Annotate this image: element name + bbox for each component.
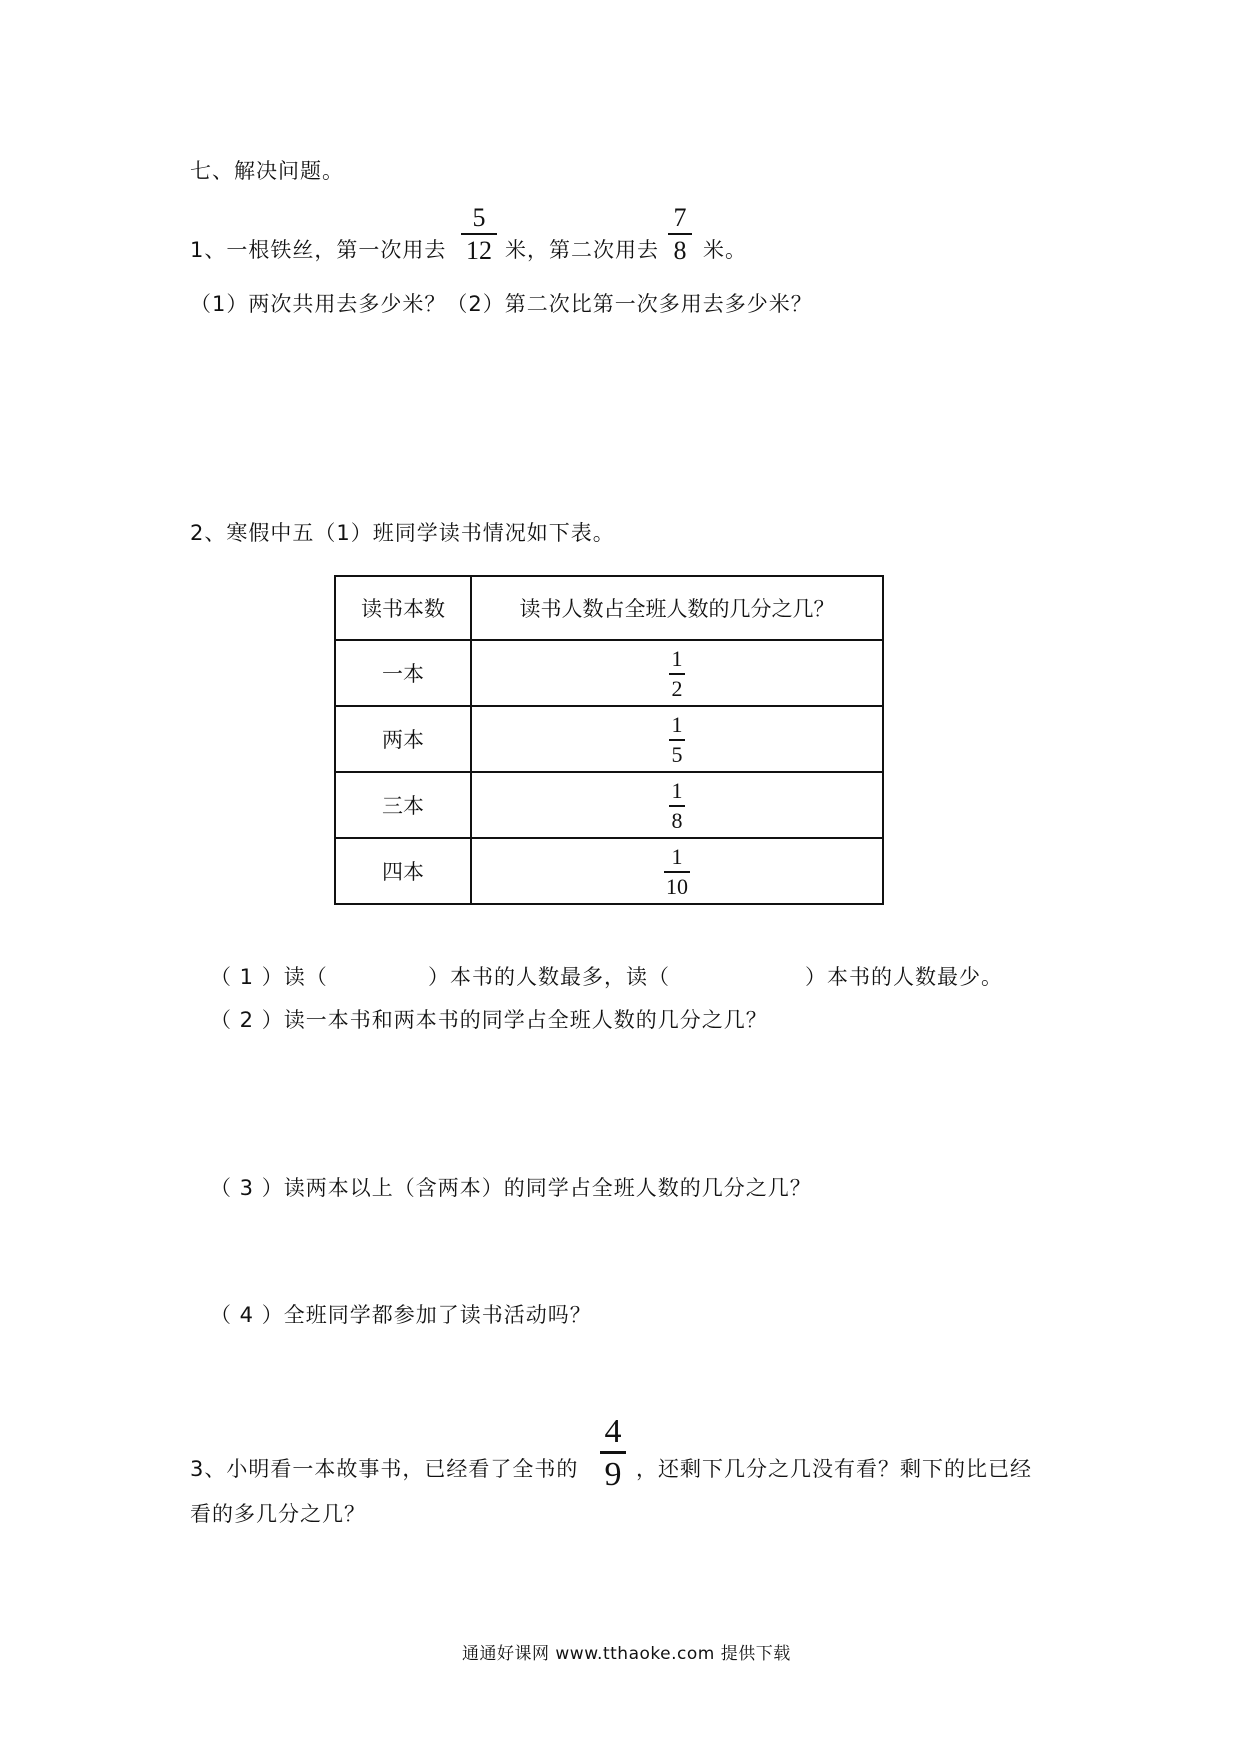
table-header-fraction: 读书人数占全班人数的几分之几？ [471, 576, 883, 640]
q1-text-b: 米，第二次用去 [505, 238, 659, 262]
q2-sub1-part-a: （ 1 ）读（ [210, 965, 328, 989]
q1-fraction-a-denominator: 12 [466, 236, 492, 265]
fraction-bar [600, 1451, 626, 1454]
fraction-bar [669, 673, 685, 675]
table-row [335, 706, 883, 772]
row-label: 四本 [335, 838, 471, 904]
q3-fraction-denominator: 9 [604, 1456, 622, 1493]
row-fraction [669, 645, 685, 701]
q1-fraction-b-numerator: 7 [673, 203, 687, 232]
row-fraction-cell [471, 640, 883, 706]
q1-text-c: 米。 [703, 238, 747, 262]
q2-sub3: （ 3 ）读两本以上（含两本）的同学占全班人数的几分之几？ [210, 1176, 812, 1200]
table-row [335, 640, 883, 706]
section-title: 七、解决问题。 [190, 159, 344, 183]
q3-text-b: ，还剩下几分之几没有看？剩下的比已经 [636, 1457, 1032, 1481]
row-fraction [669, 711, 685, 767]
q3-text-line2: 看的多几分之几？ [190, 1502, 366, 1526]
row-fraction-cell [471, 706, 883, 772]
fraction-denominator: 8 [671, 807, 683, 833]
q1-fraction-b-denominator: 8 [673, 236, 687, 265]
fraction-numerator: 1 [671, 711, 683, 737]
q3-fraction-numerator: 4 [604, 1413, 622, 1450]
footer-text: 通通好课网 www.tthaoke.com 提供下载 [462, 1644, 791, 1664]
fraction-denominator: 5 [671, 741, 683, 767]
q1-subquestions: （1）两次共用去多少米？（2）第二次比第一次多用去多少米？ [190, 292, 813, 316]
fraction-numerator: 1 [671, 843, 683, 869]
fraction-bar [664, 871, 690, 873]
answer-blank-most[interactable] [330, 958, 430, 986]
q3-fraction [600, 1415, 626, 1492]
q2-sub1-part-b: ）本书的人数最多，读（ [428, 965, 670, 989]
answer-blank-least[interactable] [660, 958, 790, 986]
row-label: 一本 [335, 640, 471, 706]
row-label: 三本 [335, 772, 471, 838]
table-header-books: 读书本数 [335, 576, 471, 640]
row-fraction-cell [471, 772, 883, 838]
q1-text-a: 1、一根铁丝，第一次用去 [190, 238, 447, 262]
fraction-numerator: 1 [671, 645, 683, 671]
table-header-row [335, 576, 883, 640]
q1-fraction-a-numerator: 5 [472, 203, 486, 232]
fraction-numerator: 1 [671, 777, 683, 803]
table-row [335, 838, 883, 904]
fraction-denominator: 2 [671, 675, 683, 701]
fraction-denominator: 10 [666, 873, 688, 899]
reading-table [334, 575, 884, 905]
q1-fraction-b [668, 205, 692, 264]
q1-fraction-a [461, 205, 497, 264]
row-fraction-cell [471, 838, 883, 904]
q2-sub1-part-c: ）本书的人数最少。 [805, 965, 1003, 989]
row-label: 两本 [335, 706, 471, 772]
row-fraction [664, 843, 690, 899]
fraction-bar [461, 233, 497, 235]
table-row [335, 772, 883, 838]
q2-sub2: （ 2 ）读一本书和两本书的同学占全班人数的几分之几？ [210, 1008, 768, 1032]
row-fraction [669, 777, 685, 833]
fraction-bar [669, 739, 685, 741]
q2-sub4: （ 4 ）全班同学都参加了读书活动吗？ [210, 1303, 592, 1327]
q2-intro: 2、寒假中五（1）班同学读书情况如下表。 [190, 521, 615, 545]
q3-text-a: 3、小明看一本故事书，已经看了全书的 [190, 1457, 579, 1481]
fraction-bar [669, 805, 685, 807]
fraction-bar [668, 233, 692, 235]
